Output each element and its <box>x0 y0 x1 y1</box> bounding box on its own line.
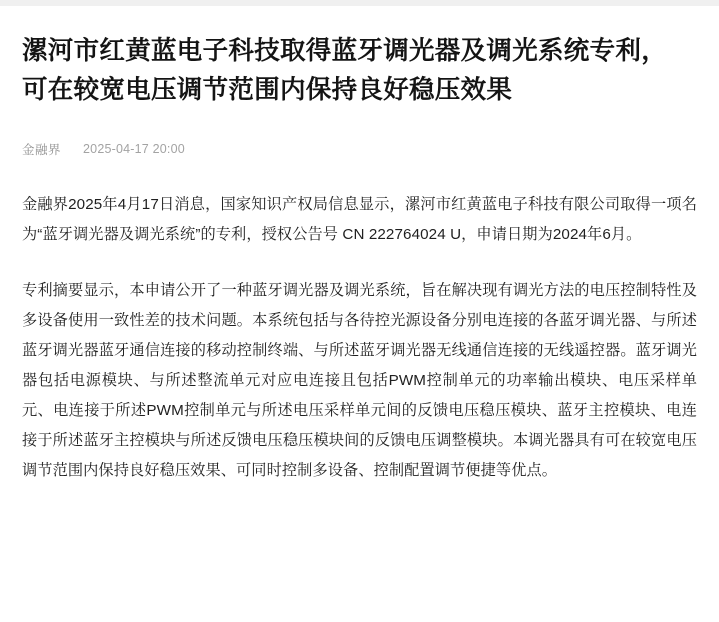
page-title: 漯河市红黄蓝电子科技取得蓝牙调光器及调光系统专利，可在较宽电压调节范围内保持良好稳压效果 <box>22 37 668 104</box>
article-source: 金融界 <box>22 143 62 157</box>
article-body <box>22 190 697 486</box>
page-top-divider <box>0 0 719 6</box>
article-timestamp: 2025-04-17 20:00 <box>83 142 185 156</box>
article-container <box>0 32 719 486</box>
article-paragraph: 金融界2025年4月17日消息，国家知识产权局信息显示，漯河市红黄蓝电子科技有限公司取得一项名为“蓝牙调光器及调光系统”的专利，授权公告号 CN 222764024 U，申请日期为2024年6月。 <box>22 196 697 243</box>
article-paragraph: 专利摘要显示，本申请公开了一种蓝牙调光器及调光系统，旨在解决现有调光方法的电压控制特性及多设备使用一致性差的技术问题。本系统包括与各待控光源设备分别电连接的各蓝牙调光器、与所述蓝牙调光器蓝牙通信连接的移动控制终端、与所述蓝牙调光器无线通信连接的无线遥控器。蓝牙调光器包括电源模块、与所述整流单元对应电连接且包括PWM控制单元的功率输出模块、电压采样单元、电连接于所述PWM控制单元与所述电压采样单元间的反馈电压稳压模块、蓝牙主控模块、电连接于所述蓝牙主控模块与所述反馈电压稳压模块间的反馈电压调整模块。本调光器具有可在较宽电压调节范围内保持良好稳压效果、可同时控制多设备、控制配置调节便捷等优点。 <box>22 282 697 479</box>
article-meta <box>22 140 697 158</box>
